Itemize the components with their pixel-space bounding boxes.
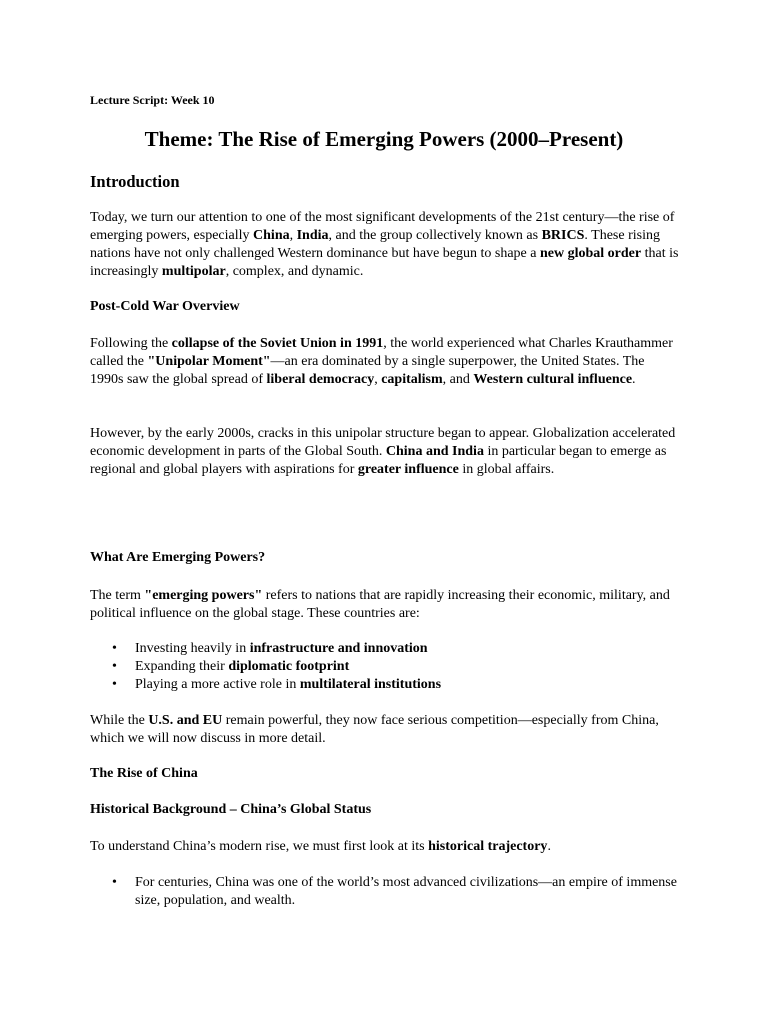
pcw-p1-b4: capitalism [381, 372, 443, 387]
bullet-text: Expanding their [135, 659, 229, 674]
intro-p1-b5: multipolar [161, 264, 226, 279]
intro-p1-s2: , [289, 228, 297, 243]
bullet-text: For centuries, China was one of the world’s most advanced civilizations—an empire of immense size, population, and wealth. [135, 875, 677, 908]
intro-p1-s5: that is increasingly [90, 246, 679, 279]
pcw-p1-s4: , [374, 372, 382, 387]
intro-paragraph [90, 209, 680, 281]
pcw-p1-s6: . [632, 372, 636, 387]
ch-p1-b1: historical trajectory [428, 839, 548, 854]
em-p2-b1: U.S. and EU [148, 713, 223, 728]
pcw-p2-s3: in global affairs. [458, 462, 555, 477]
emerging-paragraph-2 [90, 712, 680, 748]
pcw-p2-b2: greater influence [357, 462, 459, 477]
post-cold-war-paragraph-2 [90, 425, 680, 479]
post-cold-war-paragraph-1 [90, 335, 680, 389]
list-item [90, 874, 680, 910]
pcw-p1-s3: —an era dominated by a single superpower, the United States. The 1990s saw the global spread of [90, 354, 645, 387]
post-cold-war-heading: Post-Cold War Overview [90, 299, 240, 314]
list-item [90, 676, 680, 694]
em-p2-s2: remain powerful, they now face serious competition—especially from China, which we will now discuss in more detail. [90, 713, 659, 746]
china-bullet-list [90, 874, 680, 910]
page-title: Theme: The Rise of Emerging Powers (2000–Present) [144, 127, 624, 151]
intro-p1-b1: China [253, 228, 290, 243]
pcw-p1-s5: , and [442, 372, 474, 387]
bullet-bold: infrastructure and innovation [249, 641, 428, 656]
ch-p1-s1: To understand China’s modern rise, we must first look at its [90, 839, 429, 854]
pcw-p2-b1: China and India [385, 444, 484, 459]
intro-p1-b3: BRICS [541, 228, 585, 243]
bullet-text: Investing heavily in [135, 641, 250, 656]
emerging-heading: What Are Emerging Powers? [90, 550, 266, 565]
china-subheading: Historical Background – China’s Global Status [90, 802, 372, 817]
ch-p1-s2: . [547, 839, 551, 854]
intro-p1-b2: India [296, 228, 329, 243]
pcw-p1-s2: , the world experienced what Charles Krauthammer called the [90, 336, 673, 369]
emerging-bullet-list [90, 640, 680, 694]
em-p2-s1: While the [90, 713, 149, 728]
bullet-bold: diplomatic footprint [228, 659, 350, 674]
intro-p1-s4: . These rising nations have not only challenged Western dominance but have begun to shape a [90, 228, 660, 261]
em-p1-b1: "emerging powers" [144, 588, 263, 603]
bullet-text: Playing a more active role in [135, 677, 300, 692]
pcw-p1-b5: Western cultural influence [473, 372, 633, 387]
list-item [90, 658, 680, 676]
pcw-p1-b3: liberal democracy [266, 372, 375, 387]
pcw-p1-b1: collapse of the Soviet Union in 1991 [171, 336, 384, 351]
pcw-p1-b2: "Unipolar Moment" [147, 354, 271, 369]
em-p1-s2: refers to nations that are rapidly increasing their economic, military, and political influence on the global stage. These countries are: [90, 588, 670, 621]
pcw-p1-s1: Following the [90, 336, 172, 351]
china-heading: The Rise of China [90, 766, 198, 781]
china-paragraph-1 [90, 838, 680, 856]
pcw-p2-s1: However, by the early 2000s, cracks in this unipolar structure began to appear. Globalization accelerated economic development in parts of the Global South. [90, 426, 676, 459]
intro-p1-s1: Today, we turn our attention to one of the most significant developments of the 21st century—the rise of emerging powers, especially [90, 210, 675, 243]
intro-p1-s6: , complex, and dynamic. [225, 264, 364, 279]
pcw-p2-s2: in particular began to emerge as regional and global players with aspirations for [90, 444, 667, 477]
em-p1-s1: The term [90, 588, 145, 603]
intro-p1-b4: new global order [539, 246, 642, 261]
intro-p1-s3: , and the group collectively known as [328, 228, 542, 243]
emerging-paragraph-1 [90, 587, 680, 623]
intro-heading: Introduction [90, 172, 180, 191]
bullet-bold: multilateral institutions [299, 677, 442, 692]
lecture-label: Lecture Script: Week 10 [90, 93, 215, 107]
list-item [90, 640, 680, 658]
